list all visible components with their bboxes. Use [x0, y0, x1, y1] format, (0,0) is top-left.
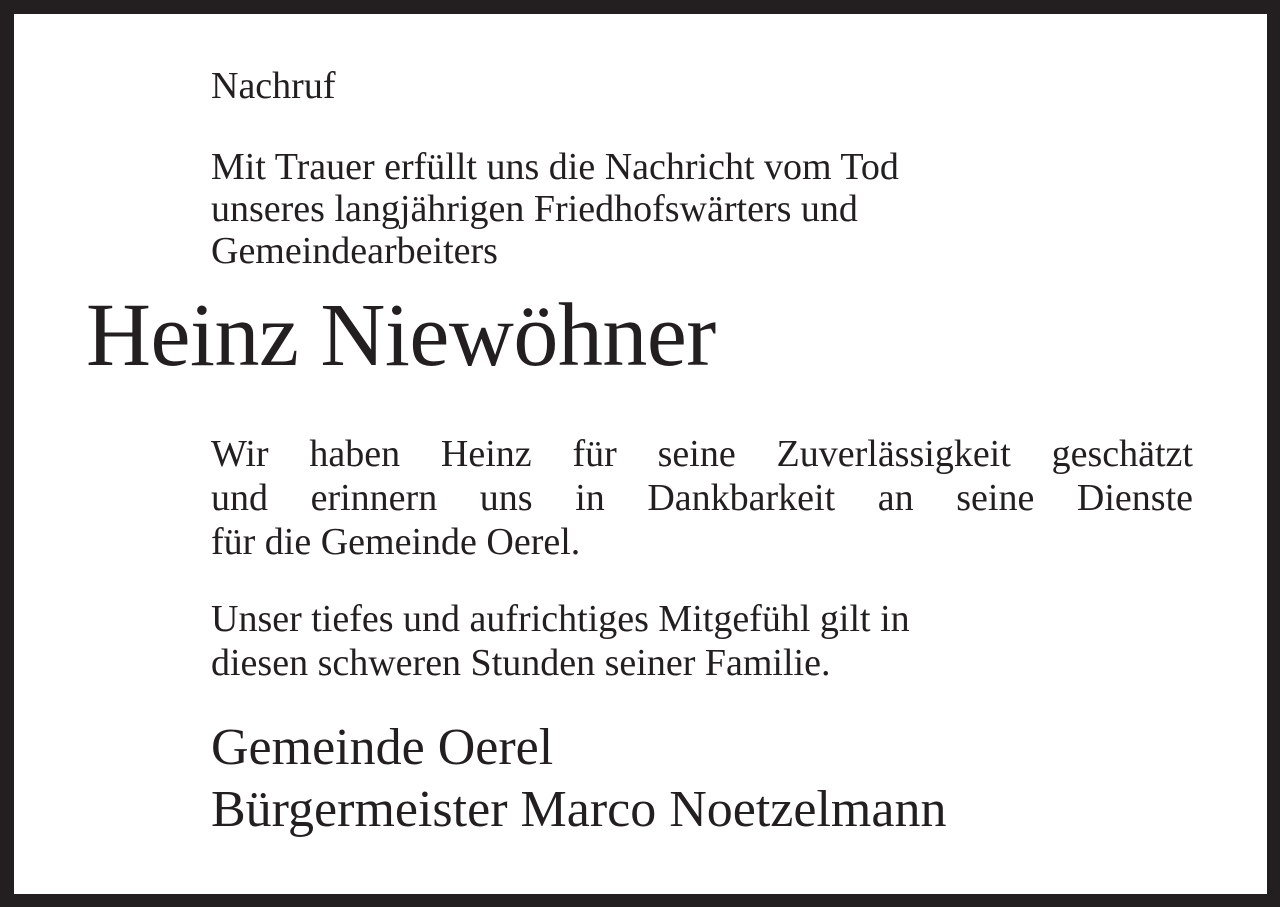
intro-text [211, 146, 899, 272]
condolence-paragraph [211, 597, 1193, 685]
tribute-line: und erinnern uns in Dankbarkeit an seine Dienste [211, 477, 1193, 519]
signature-organization: Gemeinde Oerel [211, 719, 554, 776]
signature-block [211, 717, 946, 841]
intro-line: Mit Trauer erfüllt uns die Nachricht vom Tod [211, 146, 899, 188]
intro-line: Gemeindearbeiters [211, 230, 498, 272]
signature-mayor: Bürgermeister Marco Noetzelmann [211, 781, 947, 838]
tribute-paragraph [211, 432, 1193, 564]
deceased-name: Heinz Niewöhner [86, 286, 716, 385]
tribute-line: Wir haben Heinz für seine Zuverlässigkeit geschätzt [211, 433, 1193, 475]
notice-heading: Nachruf [211, 65, 336, 107]
condolence-line: Unser tiefes und aufrichtiges Mitgefühl gilt in [211, 598, 910, 640]
condolence-line: diesen schweren Stunden seiner Familie. [211, 642, 831, 684]
intro-line: unseres langjährigen Friedhofswärters und [211, 188, 858, 230]
tribute-line: für die Gemeinde Oerel. [211, 521, 581, 563]
